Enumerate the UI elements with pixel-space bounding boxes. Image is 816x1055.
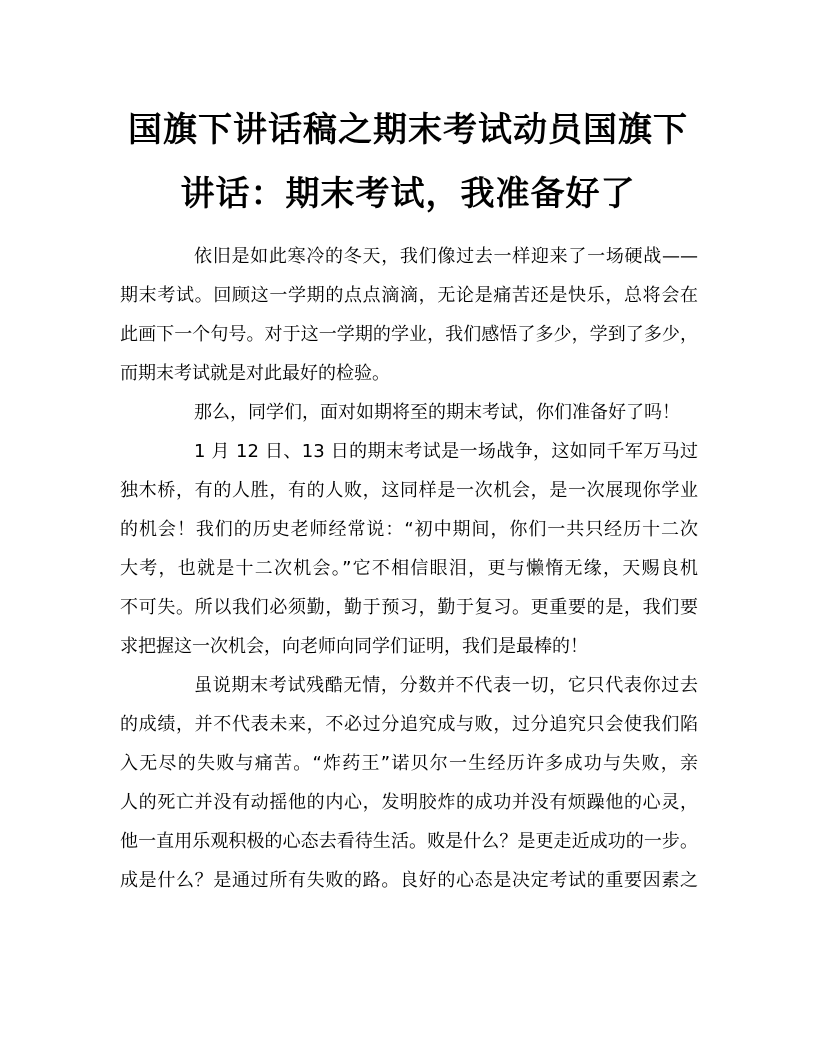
body-line: 独木桥，有的人胜，有的人败，这同样是一次机会，是一次展现你学业 xyxy=(120,480,698,501)
body-line: 不可失。所以我们必须勤，勤于预习，勤于复习。更重要的是，我们要 xyxy=(120,597,698,618)
body-line: 此画下一个句号。对于这一学期的学业，我们感悟了多少，学到了多少， xyxy=(120,324,698,345)
body-line: 的机会！我们的历史老师经常说：“初中期间，你们一共只经历十二次 xyxy=(120,519,698,540)
body-line: 1 月 12 日、13 日的期末考试是一场战争，这如同千军万马过 xyxy=(194,441,698,462)
body-line: 成是什么？是通过所有失败的路。良好的心态是决定考试的重要因素之 xyxy=(120,870,698,891)
document-title-line-1: 国旗下讲话稿之期末考试动员国旗下 xyxy=(128,110,688,150)
body-line: 虽说期末考试残酷无情，分数并不代表一切，它只代表你过去 xyxy=(194,675,698,696)
body-line: 求把握这一次机会，向老师向同学们证明，我们是最棒的！ xyxy=(120,636,588,657)
body-line: 大考，也就是十二次机会。”它不相信眼泪，更与懒惰无缘，天赐良机 xyxy=(120,558,698,579)
body-line: 那么，同学们，面对如期将至的期末考试，你们准备好了吗！ xyxy=(194,402,680,423)
document-title-line-2: 讲话：期末考试，我准备好了 xyxy=(180,174,636,214)
body-line: 他一直用乐观积极的心态去看待生活。败是什么？是更走近成功的一步。 xyxy=(120,831,698,852)
body-line: 期末考试。回顾这一学期的点点滴滴，无论是痛苦还是快乐，总将会在 xyxy=(120,285,698,306)
body-line: 而期末考试就是对此最好的检验。 xyxy=(120,363,390,384)
body-line: 入无尽的失败与痛苦。“炸药王”诺贝尔一生经历许多成功与失败，亲 xyxy=(120,753,698,774)
body-line: 依旧是如此寒冷的冬天，我们像过去一样迎来了一场硬战—— xyxy=(194,246,698,267)
body-line: 的成绩，并不代表未来，不必过分追究成与败，过分追究只会使我们陷 xyxy=(120,714,698,735)
body-line: 人的死亡并没有动摇他的内心，发明胶炸的成功并没有烦躁他的心灵， xyxy=(120,792,698,813)
